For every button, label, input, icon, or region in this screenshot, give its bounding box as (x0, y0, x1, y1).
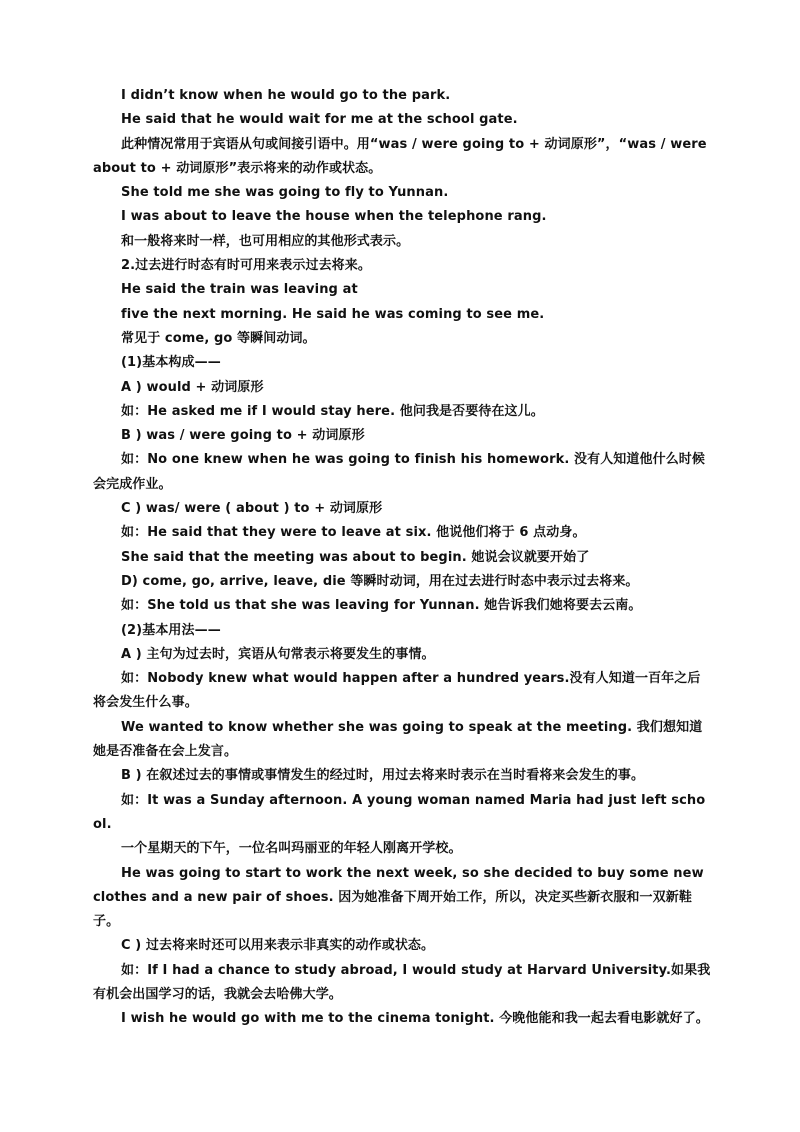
paragraph: 如：No one knew when he was going to finish his homework. 没有人知道他什么时候会完成作业。 (93, 452, 706, 492)
paragraph: (2)基本用法—— (121, 622, 221, 638)
paragraph: 一个星期天的下午，一位名叫玛丽亚的年轻人刚离开学校。 (121, 841, 462, 857)
paragraph: 2.过去进行时态有时可用来表示过去将来。 (121, 258, 371, 274)
paragraph: five the next morning. He said he was coming to see me. (121, 306, 545, 322)
paragraph: We wanted to know whether she was going to speak at the meeting. 我们想知道她是否准备在会上发言。 (93, 719, 703, 760)
paragraph: I didn’t know when he would go to the park. (121, 88, 451, 103)
paragraph: 如：He said that they were to leave at six. 他说他们将于 6 点动身。 (121, 525, 586, 541)
paragraph: B ) was / were going to + 动词原形 (121, 428, 365, 444)
paragraph: I was about to leave the house when the telephone rang. (121, 209, 547, 225)
paragraph: 如：She told us that she was leaving for Yunnan. 她告诉我们她将要去云南。 (121, 598, 642, 614)
paragraph: C ) 过去将来时还可以用来表示非真实的动作或状态。 (121, 938, 435, 954)
paragraph: She said that the meeting was about to begin. 她说会议就要开始了 (121, 549, 590, 565)
paragraph: 此种情况常用于宾语从句或间接引语中。用“was / were going to + 动词原形”，“was / were about to + 动词原形”表示将来的动作或状态。 (93, 136, 707, 176)
paragraph: He said the train was leaving at (121, 282, 358, 298)
paragraph: A ) would + 动词原形 (121, 379, 264, 395)
paragraph: 如：Nobody knew what would happen after a hundred years.没有人知道一百年之后将会发生什么事。 (93, 671, 701, 711)
document-body (93, 84, 713, 1032)
paragraph: D) come, go, arrive, leave, die 等瞬时动词，用在过去进行时态中表示过去将来。 (121, 573, 639, 589)
paragraph: 如：If I had a chance to study abroad, I would study at Harvard University.如果我有机会出国学习的话，我就会去哈佛大学。 (93, 962, 711, 1002)
paragraph: (1)基本构成—— (121, 355, 221, 371)
paragraph: She told me she was going to fly to Yunnan. (121, 185, 449, 201)
paragraph: 和一般将来时一样，也可用相应的其他形式表示。 (121, 233, 410, 249)
paragraph: He was going to start to work the next week, so she decided to buy some new clothes and a new pair of shoes. 因为她准备下周开始工作，所以，决定买些新衣服和一双新鞋子。 (93, 865, 704, 930)
paragraph: 如：It was a Sunday afternoon. A young woman named Maria had just left school. (93, 792, 706, 832)
paragraph: 如：He asked me if I would stay here. 他问我是否要待在这儿。 (121, 403, 544, 419)
paragraph: 常见于 come, go 等瞬间动词。 (121, 330, 316, 346)
paragraph: I wish he would go with me to the cinema tonight. 今晚他能和我一起去看电影就好了。 (121, 1011, 709, 1027)
paragraph: C ) was/ were ( about ) to + 动词原形 (121, 501, 383, 517)
paragraph: He said that he would wait for me at the school gate. (121, 112, 518, 128)
paragraph: A ) 主句为过去时，宾语从句常表示将要发生的事情。 (121, 646, 435, 662)
paragraph: B ) 在叙述过去的事情或事情发生的经过时，用过去将来时表示在当时看将来会发生的事。 (121, 768, 645, 784)
